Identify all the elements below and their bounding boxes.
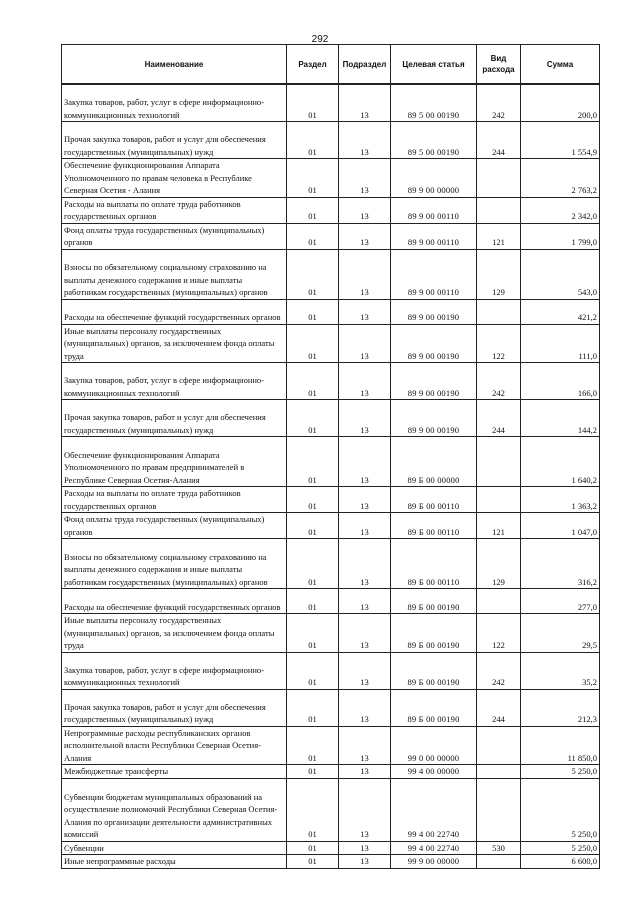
cell-name: Фонд оплаты труда государственных (муниципальных) органов [62,223,287,249]
table-row [62,363,600,400]
cell-target: 89 Б 00 00000 [391,437,477,487]
table-row [62,487,600,513]
header-sum: Сумма [521,45,600,85]
table-row [62,197,600,223]
cell-sum: 166,0 [521,363,600,400]
cell-type [477,778,521,841]
cell-subsection: 13 [339,324,391,363]
cell-name: Закупка товаров, работ, услуг в сфере информационно-коммуникационных технологий [62,363,287,400]
cell-sum: 5 250,0 [521,765,600,779]
cell-sum: 29,5 [521,614,600,653]
table-row [62,299,600,324]
table-body [62,84,600,868]
cell-sum: 1 363,2 [521,487,600,513]
cell-subsection: 13 [339,487,391,513]
cell-type: 530 [477,841,521,855]
cell-sum: 421,2 [521,299,600,324]
cell-target: 89 9 00 00000 [391,159,477,198]
cell-type: 121 [477,223,521,249]
cell-subsection: 13 [339,614,391,653]
cell-name: Межбюджетные трансферты [62,765,287,779]
header-subsection: Подраздел [339,45,391,85]
cell-target: 89 Б 00 00190 [391,689,477,726]
cell-name: Субвенции [62,841,287,855]
cell-subsection: 13 [339,765,391,779]
cell-section: 01 [287,589,339,614]
cell-subsection: 13 [339,778,391,841]
table-row [62,324,600,363]
cell-name: Расходы на обеспечение функций государственных органов [62,589,287,614]
cell-name: Взносы по обязательному социальному страхованию на выплаты денежного содержания и иные выплаты работникам государственных (муниципальных) органов [62,249,287,299]
cell-type: 244 [477,122,521,159]
cell-subsection: 13 [339,726,391,765]
cell-subsection: 13 [339,363,391,400]
cell-target: 89 Б 00 00110 [391,513,477,539]
cell-target: 89 5 00 00190 [391,84,477,122]
cell-subsection: 13 [339,437,391,487]
cell-target: 99 4 00 00000 [391,765,477,779]
cell-section: 01 [287,614,339,653]
budget-table [61,44,600,869]
cell-name: Обеспечение функционирования Аппарата Уполномоченного по правам предпринимателей в Республике Северная Осетия-Алания [62,437,287,487]
table-row [62,652,600,689]
header-type: Вид расхода [477,45,521,85]
cell-target: 89 5 00 00190 [391,122,477,159]
table-row [62,437,600,487]
cell-type: 242 [477,363,521,400]
table-row [62,249,600,299]
cell-type: 244 [477,400,521,437]
cell-name: Расходы на выплаты по оплате труда работников государственных органов [62,197,287,223]
cell-type [477,159,521,198]
cell-section: 01 [287,487,339,513]
cell-subsection: 13 [339,841,391,855]
header-section: Раздел [287,45,339,85]
cell-name: Закупка товаров, работ, услуг в сфере информационно-коммуникационных технологий [62,652,287,689]
table-header-row [62,45,600,85]
cell-type: 244 [477,689,521,726]
cell-sum: 144,2 [521,400,600,437]
cell-sum: 1 640,2 [521,437,600,487]
cell-section: 01 [287,765,339,779]
cell-type [477,299,521,324]
cell-type [477,197,521,223]
table-row [62,513,600,539]
cell-subsection: 13 [339,249,391,299]
cell-subsection: 13 [339,513,391,539]
table-row [62,614,600,653]
cell-name: Прочая закупка товаров, работ и услуг для обеспечения государственных (муниципальных) нужд [62,122,287,159]
cell-subsection: 13 [339,855,391,869]
cell-type [477,726,521,765]
cell-section: 01 [287,159,339,198]
cell-name: Прочая закупка товаров, работ и услуг для обеспечения государственных (муниципальных) нужд [62,689,287,726]
table-row [62,223,600,249]
cell-name: Иные непрограммные расходы [62,855,287,869]
table-row [62,689,600,726]
cell-sum: 111,0 [521,324,600,363]
cell-target: 89 Б 00 00190 [391,589,477,614]
cell-sum: 5 250,0 [521,778,600,841]
cell-type: 129 [477,249,521,299]
cell-name: Закупка товаров, работ, услуг в сфере информационно-коммуникационных технологий [62,84,287,122]
cell-name: Взносы по обязательному социальному страхованию на выплаты денежного содержания и иные выплаты работникам государственных (муниципальных) органов [62,539,287,589]
table-row [62,765,600,779]
cell-section: 01 [287,223,339,249]
cell-target: 99 4 00 22740 [391,778,477,841]
cell-name: Иные выплаты персоналу государственных (муниципальных) органов, за исключением фонда оплаты труда [62,324,287,363]
cell-subsection: 13 [339,400,391,437]
table-row [62,539,600,589]
cell-sum: 6 600,0 [521,855,600,869]
cell-section: 01 [287,689,339,726]
header-name: Наименование [62,45,287,85]
table-row [62,589,600,614]
cell-section: 01 [287,778,339,841]
cell-subsection: 13 [339,223,391,249]
cell-section: 01 [287,513,339,539]
cell-type [477,589,521,614]
cell-name: Расходы на обеспечение функций государственных органов [62,299,287,324]
cell-subsection: 13 [339,299,391,324]
table-row [62,778,600,841]
cell-type [477,437,521,487]
cell-subsection: 13 [339,159,391,198]
cell-section: 01 [287,299,339,324]
cell-subsection: 13 [339,84,391,122]
cell-name: Фонд оплаты труда государственных (муниципальных) органов [62,513,287,539]
table-row [62,841,600,855]
cell-name: Непрограммные расходы республиканских органов исполнительной власти Республики Северная Осетия-Алания [62,726,287,765]
cell-subsection: 13 [339,539,391,589]
cell-section: 01 [287,726,339,765]
cell-section: 01 [287,363,339,400]
cell-target: 89 9 00 00190 [391,324,477,363]
cell-section: 01 [287,437,339,487]
table-row [62,122,600,159]
table-row [62,84,600,122]
cell-target: 89 9 00 00190 [391,299,477,324]
cell-subsection: 13 [339,652,391,689]
table-row [62,726,600,765]
cell-target: 99 9 00 00000 [391,855,477,869]
cell-sum: 1 554,9 [521,122,600,159]
cell-sum: 2 763,2 [521,159,600,198]
cell-type [477,487,521,513]
table-row [62,855,600,869]
cell-type [477,765,521,779]
cell-target: 89 Б 00 00190 [391,652,477,689]
cell-name: Прочая закупка товаров, работ и услуг для обеспечения государственных (муниципальных) нужд [62,400,287,437]
cell-type: 129 [477,539,521,589]
cell-section: 01 [287,249,339,299]
cell-section: 01 [287,652,339,689]
cell-sum: 11 850,0 [521,726,600,765]
cell-sum: 316,2 [521,539,600,589]
cell-target: 89 9 00 00190 [391,400,477,437]
cell-name: Иные выплаты персоналу государственных (муниципальных) органов, за исключением фонда оплаты труда [62,614,287,653]
cell-subsection: 13 [339,122,391,159]
cell-target: 89 9 00 00110 [391,223,477,249]
cell-type: 242 [477,84,521,122]
cell-sum: 35,2 [521,652,600,689]
cell-target: 89 Б 00 00110 [391,539,477,589]
table-row [62,400,600,437]
cell-target: 99 4 00 22740 [391,841,477,855]
cell-sum: 2 342,0 [521,197,600,223]
cell-section: 01 [287,855,339,869]
page-number: 292 [311,34,329,45]
cell-section: 01 [287,197,339,223]
cell-type: 122 [477,324,521,363]
cell-type: 121 [477,513,521,539]
cell-type: 242 [477,652,521,689]
cell-section: 01 [287,400,339,437]
cell-section: 01 [287,122,339,159]
cell-subsection: 13 [339,197,391,223]
cell-name: Обеспечение функционирования Аппарата Уполномоченного по правам человека в Республике Северная Осетия - Алания [62,159,287,198]
cell-target: 89 9 00 00110 [391,249,477,299]
cell-target: 89 Б 00 00190 [391,614,477,653]
cell-target: 89 9 00 00190 [391,363,477,400]
cell-sum: 1 799,0 [521,223,600,249]
cell-sum: 543,0 [521,249,600,299]
cell-sum: 5 250,0 [521,841,600,855]
cell-section: 01 [287,324,339,363]
cell-target: 89 9 00 00110 [391,197,477,223]
cell-section: 01 [287,84,339,122]
cell-sum: 277,0 [521,589,600,614]
cell-section: 01 [287,841,339,855]
cell-sum: 212,3 [521,689,600,726]
table-row [62,159,600,198]
cell-subsection: 13 [339,689,391,726]
header-target: Целевая статья [391,45,477,85]
cell-name: Субвенции бюджетам муниципальных образований на осуществление полномочий Республики Северная Осетия-Алания по организации деятельности административных комиссий [62,778,287,841]
cell-target: 89 Б 00 00110 [391,487,477,513]
cell-type [477,855,521,869]
cell-name: Расходы на выплаты по оплате труда работников государственных органов [62,487,287,513]
cell-subsection: 13 [339,589,391,614]
cell-sum: 1 047,0 [521,513,600,539]
cell-target: 99 0 00 00000 [391,726,477,765]
cell-sum: 200,0 [521,84,600,122]
cell-section: 01 [287,539,339,589]
cell-type: 122 [477,614,521,653]
